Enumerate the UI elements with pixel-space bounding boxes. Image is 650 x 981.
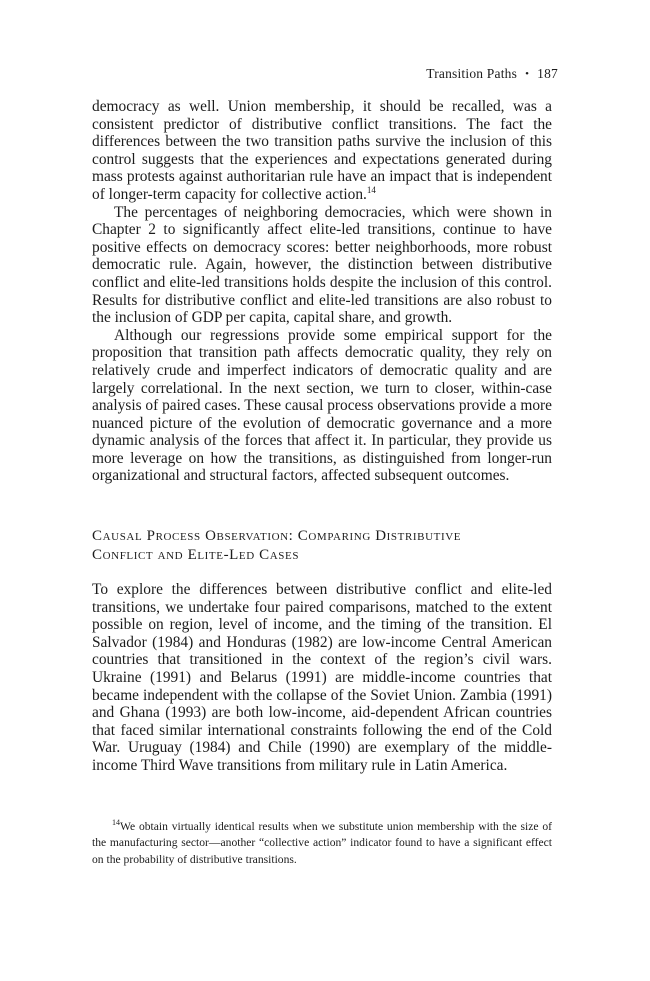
paragraph-3: Although our regressions provide some empirical support for the proposition that transition path affects democratic quality, they rely on relatively crude and imperfect indicators of democratic quality and are largely correlational. In the next section, we turn to closer, within-case analysis of paired cases. These causal process observations provide a more nuanced picture of the evolution of democratic governance and a more dynamic analysis of the forces that affect it. In particular, they provide us more leverage on how the transitions, as distinguished from longer-run organizational and structural factors, affected subsequent outcomes. <box>92 326 552 485</box>
footnote-number: 14 <box>112 818 120 828</box>
section-paragraph-1: To explore the differences between distributive conflict and elite-led transitions, we undertake four paired comparisons, matched to the extent possible on region, level of income, and the timing of the transition. El Salvador (1984) and Honduras (1982) are low-income Central American countries that transitioned in the context of the region’s civil wars. Ukraine (1991) and Belarus (1991) are middle-income countries that became independent with the collapse of the Soviet Union. Zambia (1991) and Ghana (1993) are both low-income, aid-dependent African countries that faced similar international constraints following the end of the Cold War. Uruguay (1984) and Chile (1990) are exemplary of the middle-income Third Wave transitions from military rule in Latin America. <box>92 581 552 774</box>
section-heading-line-1: Causal Process Observation: Comparing Distributive <box>92 528 462 544</box>
running-head-title: Transition Paths <box>426 66 518 81</box>
section-heading <box>92 527 552 565</box>
section-heading-line-2: Conflict and Elite-Led Cases <box>92 547 300 563</box>
running-head <box>426 66 558 82</box>
footnote-reference: 14 <box>366 184 376 195</box>
footnote-text: We obtain virtually identical results when we substitute union membership with the size of the manufacturing sector—another “collective action” indicator found to have a significant effect on the probability of distributive transitions. <box>92 820 552 866</box>
paragraph-2: The percentages of neighboring democracies, which were shown in Chapter 2 to significantly affect elite-led transitions, continue to have positive effects on democracy scores: better neighborhoods, more robust democratic rule. Again, however, the distinction between distributive conflict and elite-led transitions holds despite the inclusion of this control. Results for distributive conflict and elite-led transitions are also robust to the inclusion of GDP per capita, capital share, and growth. <box>92 203 552 327</box>
body-text <box>92 98 552 485</box>
paragraph-1 <box>92 98 552 204</box>
bullet-separator-icon: • <box>525 68 530 80</box>
footnote <box>92 819 552 868</box>
section-body <box>92 581 552 775</box>
paragraph-1-text: democracy as well. Union membership, it should be recalled, was a consistent predictor of distributive conflict transitions. The fact the differences between the two transition paths survive the inclusion of this control suggests that the experiences and expectations generated during mass protests against authoritarian rule have an impact that is independent of longer-term capacity for collective action. <box>92 98 552 203</box>
page-number: 187 <box>537 66 558 81</box>
